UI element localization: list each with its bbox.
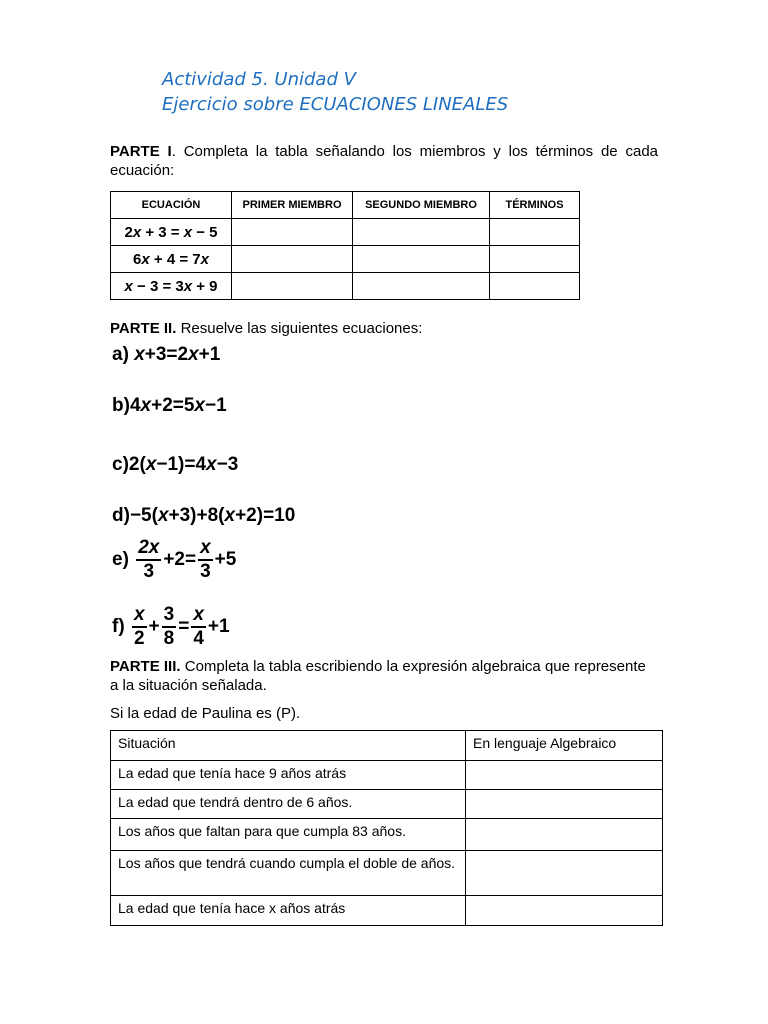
part1-header-row bbox=[111, 192, 580, 219]
segundo-miembro-cell[interactable] bbox=[353, 219, 490, 246]
equation-cell: 2x + 3 = x − 5 bbox=[111, 219, 232, 246]
primer-miembro-cell[interactable] bbox=[232, 246, 353, 273]
part1-label: PARTE I bbox=[110, 143, 172, 160]
part1-instructions bbox=[110, 142, 658, 180]
part3-label: PARTE III. bbox=[110, 658, 181, 675]
situation-cell: La edad que tenía hace x años atrás bbox=[111, 896, 466, 926]
equation-d: d)−5(x+3)+8(x+2)=10 bbox=[112, 505, 296, 526]
segundo-miembro-cell[interactable] bbox=[353, 246, 490, 273]
part1-text: . Completa la tabla señalando los miembros y los términos de cada ecuación: bbox=[110, 143, 658, 179]
fraction: $\frac{2x}{3}$ bbox=[138, 537, 160, 582]
algebraic-answer-cell[interactable] bbox=[466, 851, 663, 896]
situation-cell: Los años que faltan para que cumpla 83 años. bbox=[111, 819, 466, 851]
part3-instructions bbox=[110, 657, 658, 695]
terminos-cell[interactable] bbox=[490, 219, 580, 246]
algebraic-answer-cell[interactable] bbox=[466, 819, 663, 851]
part3-header-row bbox=[111, 731, 663, 761]
algebraic-answer-cell[interactable] bbox=[466, 761, 663, 790]
table-row bbox=[111, 819, 663, 851]
part3-intro: Si la edad de Paulina es (P). bbox=[110, 705, 301, 722]
table-row bbox=[111, 246, 580, 273]
table-row bbox=[111, 219, 580, 246]
situation-cell: La edad que tenía hace 9 años atrás bbox=[111, 761, 466, 790]
primer-miembro-cell[interactable] bbox=[232, 273, 353, 300]
header-primer-miembro: PRIMER MIEMBRO bbox=[232, 192, 353, 219]
fraction: $\frac{x}{3}$ bbox=[200, 537, 211, 582]
fraction: $\frac{x}{4}$ bbox=[193, 604, 204, 649]
part2-text: Resuelve las siguientes ecuaciones: bbox=[176, 320, 423, 337]
algebraic-answer-cell[interactable] bbox=[466, 790, 663, 819]
equation-cell: 6x + 4 = 7x bbox=[111, 246, 232, 273]
header-terminos: TÉRMINOS bbox=[490, 192, 580, 219]
header-segundo-miembro: SEGUNDO MIEMBRO bbox=[353, 192, 490, 219]
terminos-cell[interactable] bbox=[490, 246, 580, 273]
table-row bbox=[111, 761, 663, 790]
equation-c: c)2(x−1)=4x−3 bbox=[112, 454, 239, 475]
table-row bbox=[111, 790, 663, 819]
equation-cell: x − 3 = 3x + 9 bbox=[111, 273, 232, 300]
header-ecuacion: ECUACIÓN bbox=[111, 192, 232, 219]
algebraic-answer-cell[interactable] bbox=[466, 896, 663, 926]
equation-f: f) $\frac{x}{2}$ + $\frac{3}{8}$ = $\frac{x}{4}$ +1 bbox=[112, 604, 230, 649]
situation-cell: Los años que tendrá cuando cumpla el doble de años. bbox=[111, 851, 466, 896]
header-lenguaje-algebraico: En lenguaje Algebraico bbox=[466, 731, 663, 761]
equation-a: a) x+3=2x+1 bbox=[112, 344, 221, 365]
terminos-cell[interactable] bbox=[490, 273, 580, 300]
fraction: $\frac{x}{2}$ bbox=[133, 604, 145, 649]
equation-b: b)4x+2=5x−1 bbox=[112, 395, 227, 416]
equation-e: e) $\frac{2x}{3}$ +2= $\frac{x}{3}$ +5 bbox=[112, 537, 237, 582]
table-row bbox=[111, 896, 663, 926]
part2-instructions bbox=[110, 319, 658, 338]
part3-table bbox=[110, 730, 663, 926]
situation-cell: La edad que tendrá dentro de 6 años. bbox=[111, 790, 466, 819]
part1-table bbox=[110, 191, 580, 300]
segundo-miembro-cell[interactable] bbox=[353, 273, 490, 300]
primer-miembro-cell[interactable] bbox=[232, 219, 353, 246]
table-row bbox=[111, 273, 580, 300]
exercise-subtitle: Ejercicio sobre ECUACIONES LINEALES bbox=[162, 94, 509, 115]
part2-label: PARTE II. bbox=[110, 320, 177, 337]
table-row bbox=[111, 851, 663, 896]
header-situacion: Situación bbox=[111, 731, 466, 761]
activity-title: Actividad 5. Unidad V bbox=[162, 69, 356, 90]
fraction: $\frac{3}{8}$ bbox=[163, 604, 175, 649]
part3-text: Completa la tabla escribiendo la expresión algebraica que represente a la situación señalada. bbox=[110, 658, 646, 694]
